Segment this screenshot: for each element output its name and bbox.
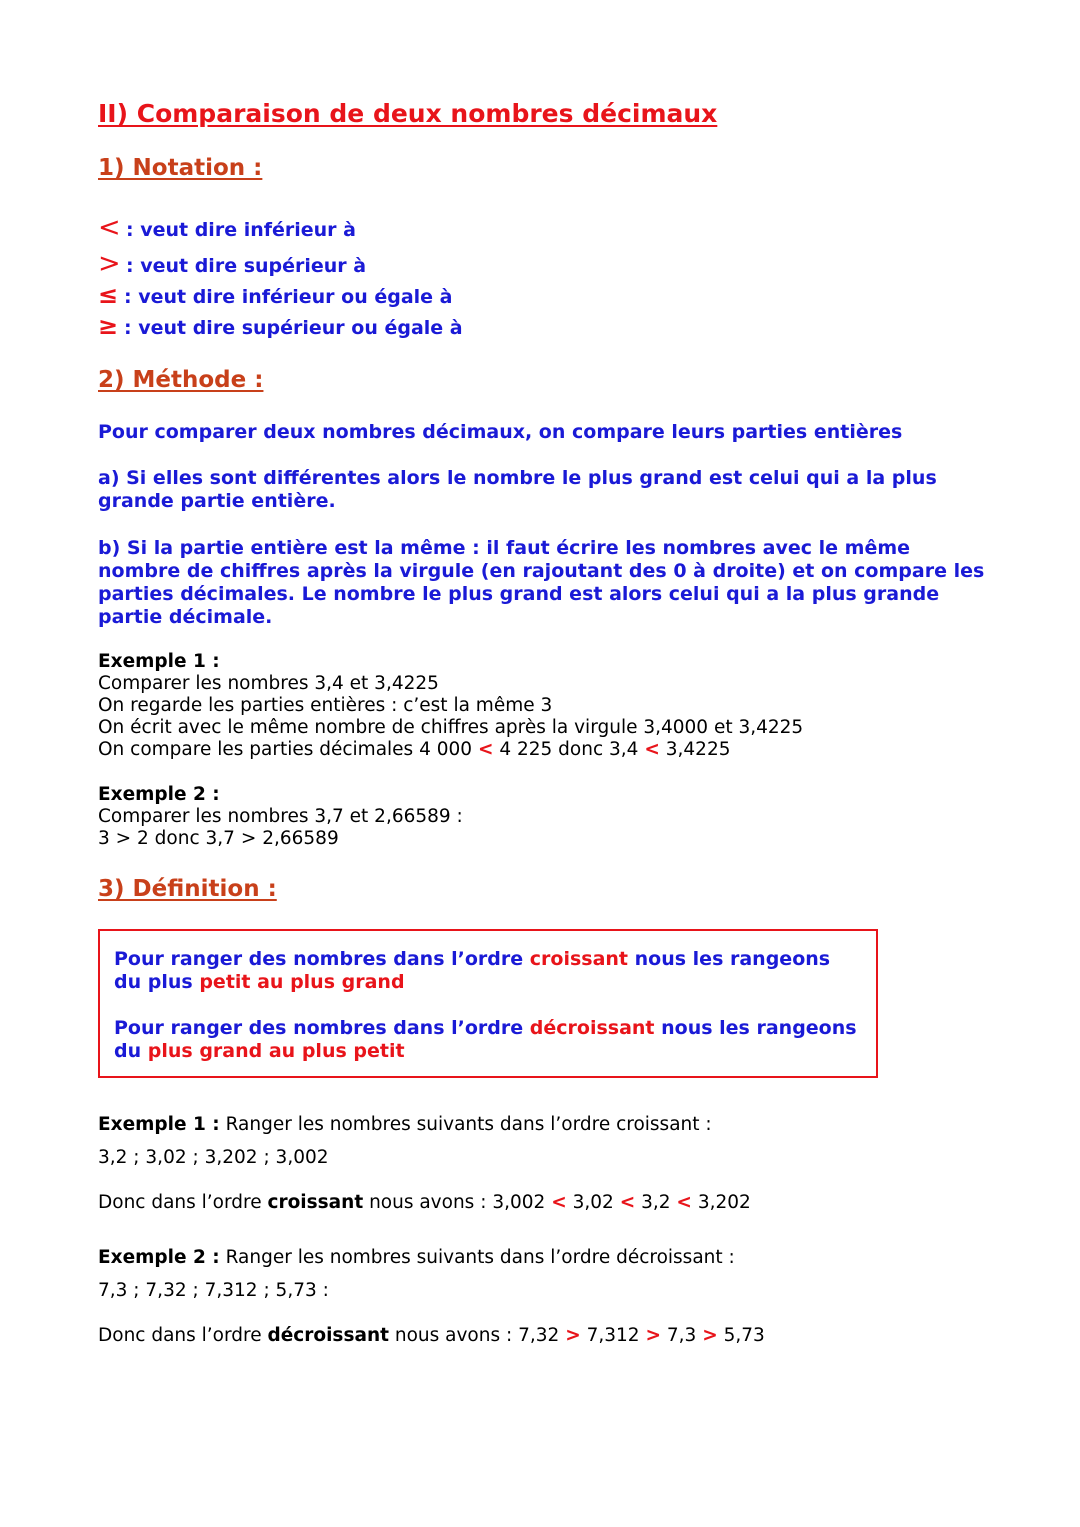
- example-label: Exemple 1 :: [98, 651, 220, 672]
- definition-highlight: plus grand au plus petit: [147, 1040, 405, 1062]
- notation-text: : veut dire supérieur à: [126, 255, 367, 277]
- order-example-2-result: [98, 1325, 765, 1347]
- example-line: On regarde les parties entières : c’est la même 3: [98, 695, 553, 716]
- order-example-1-numbers: 3,2 ; 3,02 ; 3,202 ; 3,002: [98, 1147, 329, 1168]
- ordered-value: 7,3: [666, 1325, 697, 1346]
- ordered-value: 3,002: [492, 1192, 546, 1213]
- notation-text: : veut dire inférieur à: [126, 219, 356, 241]
- methode-heading: 2) Méthode :: [98, 367, 264, 393]
- notation-item-less: [98, 212, 356, 243]
- methode-example-2: [98, 784, 463, 850]
- greater-than-sign: >: [565, 1325, 581, 1346]
- greater-than-sign: >: [702, 1325, 718, 1346]
- less-than-symbol: <: [98, 212, 121, 243]
- greater-than-sign: >: [645, 1325, 661, 1346]
- definition-heading: 3) Définition :: [98, 876, 277, 902]
- greater-than-symbol: >: [98, 248, 121, 279]
- example-line: On écrit avec le même nombre de chiffres après la virgule 3,4000 et 3,4225: [98, 717, 804, 738]
- definition-text: nous les rangeons: [634, 948, 831, 970]
- page-title: II) Comparaison de deux nombres décimaux: [98, 99, 718, 128]
- example-label: Exemple 2 :: [98, 1247, 220, 1268]
- ordered-value: 7,312: [586, 1325, 640, 1346]
- notation-item-greater: [98, 248, 366, 279]
- notation-heading: 1) Notation :: [98, 155, 263, 181]
- definition-highlight: petit au plus grand: [199, 971, 405, 993]
- less-than-sign: <: [644, 739, 660, 760]
- definition-text: du: [114, 1040, 142, 1062]
- notation-item-less-equal: [98, 281, 453, 309]
- example-text: nous avons :: [394, 1325, 513, 1346]
- example-label: Exemple 1 :: [98, 1114, 220, 1135]
- example-text: Donc dans l’ordre: [98, 1192, 262, 1213]
- ordered-value: 3,2: [641, 1192, 671, 1213]
- ordered-value: 5,73: [723, 1325, 765, 1346]
- example-text: 4 225 donc 3,4: [499, 739, 639, 760]
- order-example-2-prompt: [98, 1247, 735, 1269]
- definition-text: Pour ranger des nombres dans l’ordre: [114, 1017, 524, 1039]
- less-than-sign: <: [551, 1192, 567, 1213]
- definition-line: [114, 1017, 857, 1040]
- example-line: Comparer les nombres 3,7 et 2,66589 :: [98, 806, 463, 827]
- definition-box: [98, 929, 878, 1078]
- example-text: Donc dans l’ordre: [98, 1325, 262, 1346]
- definition-line: [114, 948, 830, 971]
- example-text: Ranger les nombres suivants dans l’ordre croissant :: [225, 1114, 712, 1135]
- notation-text: : veut dire inférieur ou égale à: [124, 286, 453, 308]
- methode-rule-b: b) Si la partie entière est la même : il faut écrire les nombres avec le même nombre de chiffres après la virgule (en rajoutant des 0 à droite) et on compare les parties décimales. Le nombre le plus grand est alors celui qui a la plus grande partie décimale.: [98, 537, 985, 628]
- definition-highlight: décroissant: [529, 1017, 655, 1039]
- order-example-1-result: [98, 1192, 751, 1214]
- less-than-sign: <: [676, 1192, 692, 1213]
- definition-line: [114, 971, 405, 994]
- example-line: [98, 739, 803, 761]
- example-text: 3,4225: [665, 739, 731, 760]
- ordered-value: 7,32: [518, 1325, 560, 1346]
- example-text: On compare les parties décimales 4 000: [98, 739, 473, 760]
- example-label: Exemple 2 :: [98, 784, 220, 805]
- order-example-2-numbers: 7,3 ; 7,32 ; 7,312 ; 5,73 :: [98, 1280, 329, 1301]
- less-than-sign: <: [477, 739, 494, 760]
- example-bold: croissant: [267, 1192, 364, 1213]
- notation-text: : veut dire supérieur ou égale à: [124, 317, 463, 339]
- definition-text: nous les rangeons: [661, 1017, 857, 1039]
- ordered-value: 3,02: [572, 1192, 614, 1213]
- example-text: nous avons :: [369, 1192, 487, 1213]
- ordered-value: 3,202: [697, 1192, 751, 1213]
- methode-rule-a: a) Si elles sont différentes alors le nombre le plus grand est celui qui a la plus grande partie entière.: [98, 467, 937, 512]
- example-line: Comparer les nombres 3,4 et 3,4225: [98, 673, 439, 694]
- notation-item-greater-equal: [98, 312, 463, 340]
- definition-text: Pour ranger des nombres dans l’ordre: [114, 948, 524, 970]
- example-line: 3 > 2 donc 3,7 > 2,66589: [98, 828, 339, 849]
- less-equal-symbol: ≤: [98, 281, 119, 309]
- example-bold: décroissant: [267, 1325, 389, 1346]
- definition-highlight: croissant: [529, 948, 629, 970]
- example-text: Ranger les nombres suivants dans l’ordre décroissant :: [225, 1247, 735, 1268]
- greater-equal-symbol: ≥: [98, 312, 119, 340]
- definition-text: du plus: [114, 971, 193, 993]
- less-than-sign: <: [619, 1192, 636, 1213]
- order-example-1-prompt: [98, 1114, 712, 1136]
- methode-intro: Pour comparer deux nombres décimaux, on compare leurs parties entières: [98, 421, 903, 443]
- methode-example-1: [98, 651, 803, 761]
- definition-line: [114, 1040, 405, 1063]
